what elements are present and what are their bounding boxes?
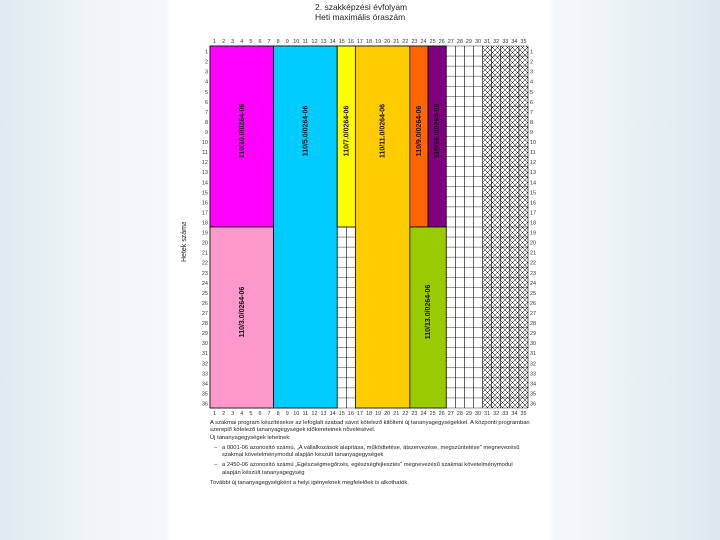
- column-number-bottom: 28: [456, 411, 463, 417]
- row-number-right: 26: [530, 300, 537, 307]
- row-number-right: 30: [530, 341, 537, 348]
- row-number-left: 20: [201, 240, 208, 247]
- column-number-bottom: 27: [447, 411, 454, 417]
- column-number-top: 4: [240, 39, 244, 45]
- row-number-left: 29: [201, 331, 208, 338]
- row-number-left: 17: [201, 210, 208, 217]
- row-number-right: 36: [530, 401, 537, 408]
- row-number-left: 23: [201, 270, 208, 277]
- column-number-bottom: 3: [231, 411, 235, 417]
- column-number-top: 29: [465, 39, 473, 45]
- column-number-top: 6: [258, 39, 262, 45]
- row-number-left: 2: [204, 59, 208, 66]
- row-number-left: 6: [204, 99, 208, 106]
- module-label: 110/13.0/0264-06: [425, 284, 433, 340]
- column-number-bottom: 6: [258, 411, 262, 417]
- column-number-bottom: 9: [285, 411, 289, 417]
- column-number-bottom: 35: [520, 411, 527, 417]
- module-label: 110/11.0/0264-06: [379, 103, 387, 159]
- row-number-right: 7: [530, 109, 534, 116]
- column-number-top: 10: [293, 39, 300, 45]
- row-number-right: 5: [530, 89, 534, 96]
- row-number-right: 17: [530, 210, 537, 217]
- row-number-left: 16: [201, 200, 208, 207]
- row-number-right: 9: [530, 129, 534, 136]
- row-number-right: 21: [530, 250, 537, 257]
- column-number-bottom: 32: [493, 411, 500, 417]
- module-label: 110/7.0/0264-06: [343, 105, 351, 157]
- row-number-left: 24: [201, 280, 208, 287]
- row-number-right: 31: [530, 351, 537, 358]
- module-block: [355, 46, 410, 408]
- row-number-left: 27: [201, 310, 208, 317]
- row-number-right: 29: [530, 331, 537, 338]
- column-number-top: 5: [249, 39, 253, 45]
- column-number-bottom: 31: [484, 411, 491, 417]
- row-number-right: 13: [530, 170, 537, 177]
- row-number-left: 13: [201, 170, 208, 177]
- row-number-left: 25: [201, 290, 208, 297]
- row-number-right: 4: [530, 79, 534, 86]
- column-number-top: 23: [411, 39, 418, 45]
- column-number-top: 13: [320, 39, 327, 45]
- row-number-left: 5: [204, 89, 208, 96]
- column-number-top: 20: [384, 39, 391, 45]
- column-number-bottom: 11: [302, 411, 309, 417]
- column-number-bottom: 8: [276, 411, 280, 417]
- column-number-top: 11: [302, 39, 309, 45]
- bullet-dash: –: [214, 444, 218, 451]
- column-number-top: 9: [285, 39, 289, 45]
- row-number-right: 3: [530, 69, 534, 76]
- column-number-top: 28: [456, 39, 463, 45]
- column-number-top: 33: [502, 39, 509, 45]
- column-number-bottom: 25: [429, 411, 436, 417]
- row-number-right: 27: [530, 310, 537, 317]
- row-number-right: 28: [530, 321, 537, 328]
- row-number-left: 11: [202, 150, 208, 157]
- column-number-top: 27: [447, 39, 454, 45]
- row-number-left: 15: [201, 190, 208, 197]
- column-number-bottom: 22: [402, 411, 409, 417]
- column-number-bottom: 30: [474, 411, 482, 417]
- column-number-bottom: 26: [438, 411, 445, 417]
- module-label: 110/10.0/0264-06: [238, 103, 246, 159]
- row-number-right: 15: [530, 190, 537, 197]
- row-number-left: 21: [201, 250, 208, 257]
- row-number-right: 14: [530, 180, 537, 187]
- module-label: 110/9.0/0264-06: [415, 105, 423, 157]
- column-number-top: 31: [484, 39, 491, 45]
- row-number-right: 25: [530, 290, 537, 297]
- column-number-top: 18: [365, 39, 373, 45]
- row-number-right: 18: [530, 220, 537, 227]
- column-number-bottom: 15: [338, 411, 345, 417]
- column-number-bottom: 10: [293, 411, 300, 417]
- column-number-bottom: 12: [311, 411, 318, 417]
- bullet-dash: –: [214, 462, 218, 469]
- column-number-bottom: 5: [249, 411, 253, 417]
- column-number-bottom: 19: [375, 411, 382, 417]
- column-number-bottom: 29: [465, 411, 473, 417]
- row-number-left: 32: [201, 361, 208, 368]
- column-number-bottom: 17: [356, 411, 363, 417]
- row-number-left: 36: [201, 401, 208, 408]
- column-number-top: 7: [267, 39, 271, 45]
- column-number-top: 24: [420, 39, 427, 45]
- column-number-top: 17: [356, 39, 363, 45]
- row-number-left: 30: [201, 341, 208, 348]
- row-number-right: 19: [530, 230, 537, 237]
- column-number-bottom: 18: [365, 411, 373, 417]
- column-number-top: 12: [311, 39, 318, 45]
- column-number-top: 16: [347, 39, 354, 45]
- module-block: [274, 46, 338, 408]
- column-number-bottom: 14: [329, 411, 336, 417]
- column-number-bottom: 34: [511, 411, 518, 417]
- column-number-top: 30: [474, 39, 482, 45]
- note-bullet-1-text: a 0001-06 azonosító számú, „A vállalkozások alapítása, működtetése, átszervezése, megszüntetése” megnevezésű szakmai követelménymodul alapján készült tananyagegységek: [222, 444, 520, 459]
- row-number-right: 16: [530, 200, 537, 207]
- row-number-left: 9: [204, 129, 208, 136]
- notes-section: [210, 420, 530, 487]
- column-number-top: 14: [329, 39, 336, 45]
- column-number-bottom: 16: [347, 411, 354, 417]
- row-number-left: 26: [201, 300, 208, 307]
- row-number-left: 22: [201, 260, 208, 267]
- row-number-right: 35: [530, 391, 537, 398]
- row-number-right: 33: [530, 371, 537, 378]
- column-number-top: 32: [493, 39, 500, 45]
- module-label: 110/5.0/0264-06: [302, 105, 310, 157]
- column-number-bottom: 1: [213, 411, 217, 417]
- column-number-top: 19: [375, 39, 382, 45]
- row-number-right: 2: [530, 59, 534, 66]
- title-line-2: Heti maximális óraszám: [315, 12, 406, 22]
- row-number-right: 34: [530, 381, 537, 388]
- y-axis-title-text: Hetek száma: [181, 222, 188, 262]
- row-number-left: 1: [204, 49, 208, 56]
- row-number-right: 1: [530, 49, 534, 56]
- row-number-right: 6: [530, 99, 534, 106]
- note-paragraph-3: További új tananyagegységként a helyi igényeknek megfelelőek is alkothatók.: [210, 480, 409, 487]
- column-number-bottom: 23: [411, 411, 418, 417]
- row-number-right: 20: [530, 240, 537, 247]
- column-number-top: 15: [338, 39, 345, 45]
- column-number-bottom: 2: [222, 411, 226, 417]
- column-number-bottom: 4: [240, 411, 244, 417]
- column-number-bottom: 33: [502, 411, 509, 417]
- y-axis-title: [178, 222, 188, 262]
- row-number-left: 14: [201, 180, 208, 187]
- module-label: 110/3.0/0264-06: [238, 286, 246, 338]
- column-number-top: 22: [402, 39, 409, 45]
- row-number-right: 22: [530, 260, 537, 267]
- column-number-bottom: 7: [267, 411, 271, 417]
- note-bullet-1: [210, 445, 530, 460]
- title-line-1: 2. szakképzési évfolyam: [315, 2, 408, 12]
- note-bullet-2-text: a 2450-06 azonosító számú „Egészségmegőrzés, egészségfejlesztés” megnevezésű szakmai követelménymodul alapján készült tananyagegység: [222, 462, 513, 476]
- row-number-left: 31: [201, 351, 208, 358]
- row-number-right: 8: [530, 119, 534, 126]
- row-number-left: 12: [201, 160, 208, 167]
- column-number-top: 35: [520, 39, 527, 45]
- row-number-left: 28: [201, 321, 208, 328]
- column-number-bottom: 24: [420, 411, 427, 417]
- row-number-left: 8: [204, 119, 208, 126]
- column-number-top: 21: [393, 39, 400, 45]
- column-number-bottom: 13: [320, 411, 327, 417]
- note-paragraph-2: Új tananyagegységek lehetnek:: [210, 434, 291, 441]
- row-number-right: 12: [530, 160, 537, 167]
- module-label: 110/16.0/0264-06: [434, 103, 442, 159]
- row-number-left: 33: [201, 371, 208, 378]
- column-number-top: 1: [213, 39, 217, 45]
- row-number-left: 19: [201, 230, 208, 237]
- row-number-left: 3: [204, 69, 208, 76]
- row-number-left: 7: [204, 109, 208, 116]
- column-number-top: 8: [276, 39, 280, 45]
- column-number-bottom: 20: [384, 411, 391, 417]
- row-number-right: 23: [530, 270, 537, 277]
- note-paragraph-1: A szakmai program készítésekor az lefoglalt szabad sávot kötelező kitölteni új tananyagegységekkel. A központi programban szereplő kötelező tananyagegységek időkereteinek növelésével.: [210, 420, 530, 434]
- row-number-right: 32: [530, 361, 537, 368]
- column-number-top: 3: [231, 39, 235, 45]
- row-number-left: 35: [201, 391, 208, 398]
- row-number-left: 10: [201, 140, 208, 147]
- row-number-right: 11: [530, 150, 536, 157]
- column-number-top: 25: [429, 39, 436, 45]
- column-number-top: 34: [511, 39, 518, 45]
- row-number-left: 4: [204, 79, 208, 86]
- row-number-left: 34: [201, 381, 208, 388]
- row-number-right: 24: [530, 280, 537, 287]
- column-number-top: 26: [438, 39, 445, 45]
- column-number-top: 2: [222, 39, 226, 45]
- row-number-right: 10: [530, 140, 537, 147]
- note-bullet-2: [210, 462, 530, 477]
- column-number-bottom: 21: [393, 411, 400, 417]
- row-number-left: 18: [201, 220, 208, 227]
